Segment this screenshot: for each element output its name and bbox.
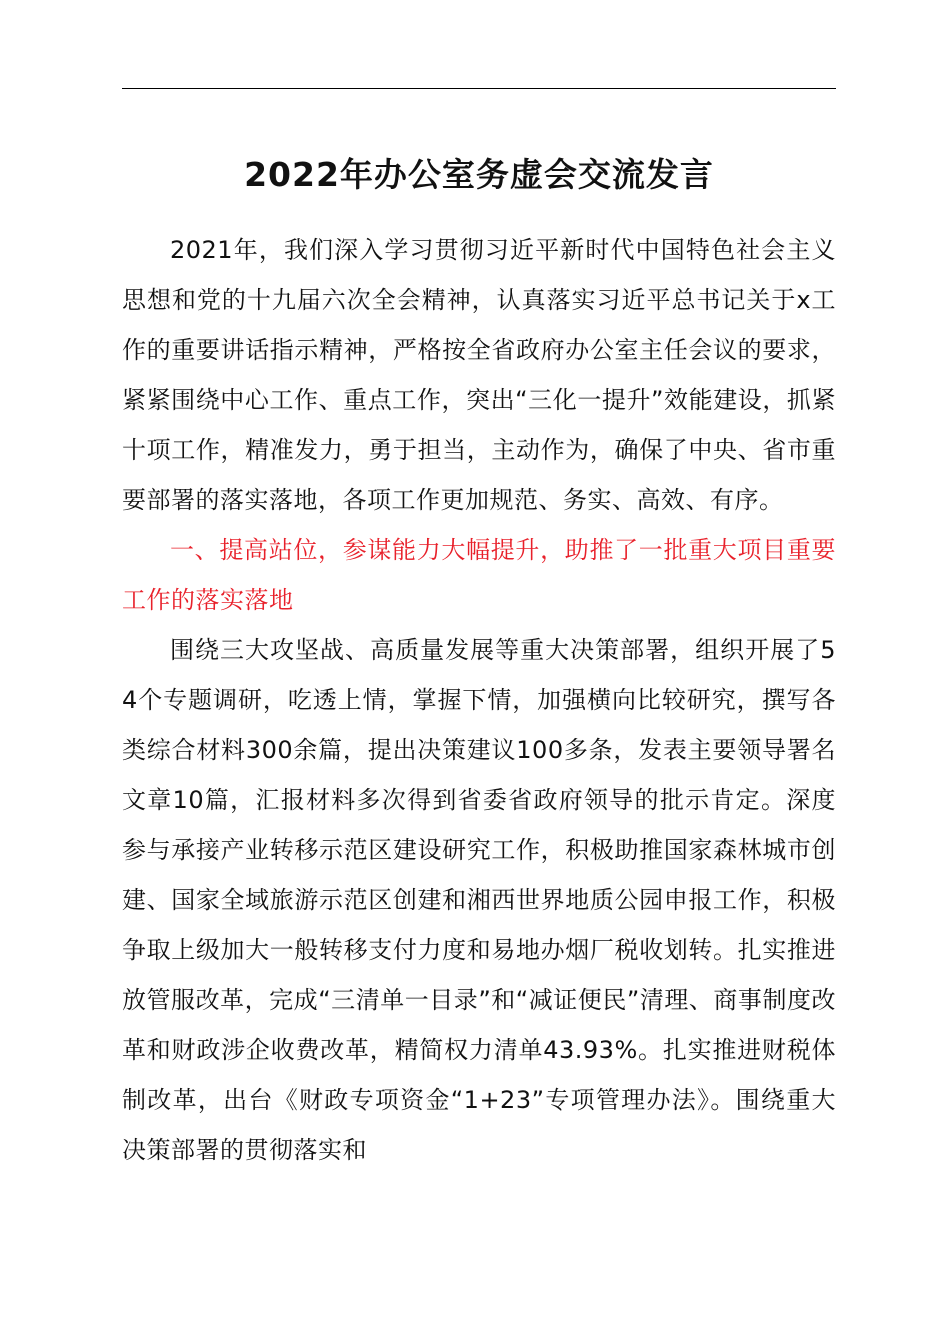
section-heading-1: 一、提高站位，参谋能力大幅提升，助推了一批重大项目重要工作的落实落地 (122, 536, 836, 614)
document-body (122, 225, 836, 1175)
document-title: 2022年办公室务虚会交流发言 (244, 155, 714, 194)
header-rule (122, 88, 836, 89)
intro-paragraph: 2021年，我们深入学习贯彻习近平新时代中国特色社会主义思想和党的十九届六次全会精神，认真落实习近平总书记关于x工作的重要讲话指示精神，严格按全省政府办公室主任会议的要求，紧紧围绕中心工作、重点工作，突出“三化一提升”效能建设，抓紧十项工作，精准发力，勇于担当，主动作为，确保了中央、省市重要部署的落实落地，各项工作更加规范、务实、高效、有序。 (122, 236, 836, 514)
section-1-paragraph: 围绕三大攻坚战、高质量发展等重大决策部署，组织开展了54个专题调研，吃透上情，掌握下情，加强横向比较研究，撰写各类综合材料300余篇，提出决策建议100多条，发表主要领导署名文章10篇，汇报材料多次得到省委省政府领导的批示肯定。深度参与承接产业转移示范区建设研究工作，积极助推国家森林城市创建、国家全域旅游示范区创建和湘西世界地质公园申报工作，积极争取上级加大一般转移支付力度和易地办烟厂税收划转。扎实推进放管服改革，完成“三清单一目录”和“减证便民”清理、商事制度改革和财政涉企收费改革，精简权力清单43.93%。扎实推进财税体制改革，出台《财政专项资金“1+23”专项管理办法》。围绕重大决策部署的贯彻落实和 (122, 636, 836, 1164)
